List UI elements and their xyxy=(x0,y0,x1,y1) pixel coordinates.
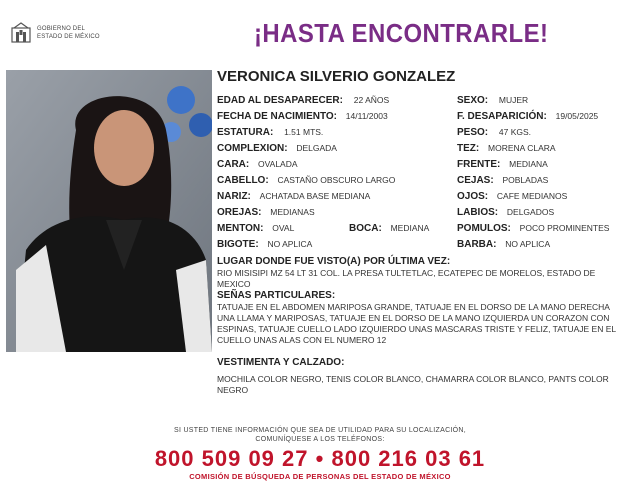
field-edad-label: EDAD AL DESAPARECER: xyxy=(217,95,343,106)
field-barba-value: NO APLICA xyxy=(505,239,551,249)
field-complexion xyxy=(217,143,337,154)
field-cara-value: OVALADA xyxy=(258,159,298,169)
field-cara xyxy=(217,159,298,170)
field-ojos xyxy=(457,191,567,202)
field-frente-label: FRENTE: xyxy=(457,159,501,170)
field-orejas-value: MEDIANAS xyxy=(270,207,315,217)
field-menton-value: OVAL xyxy=(272,223,295,233)
phone-numbers xyxy=(0,446,640,472)
field-labios xyxy=(457,207,554,218)
marks-text: TATUAJE EN EL ABDOMEN MARIPOSA GRANDE, TATUAJE EN EL DORSO DE LA MANO DERECHA UNA LLAMA Y MARIPOSAS, TATUAJE EN EL DORSO DE LA MANO IZQUIERDA UN CORAZON CON ESPINAS, TATUAJE CUELLO LADO IZQUIERDO UNAS MASCARAS TRISTE Y FELIZ, TATUAJE EN EL CUELLO UNAS ALAS CON EL NUMERO 12 xyxy=(217,302,616,345)
field-frente-value: MEDIANA xyxy=(509,159,548,169)
phone-separator: • xyxy=(315,446,325,471)
marks-label: SEÑAS PARTICULARES: xyxy=(217,290,336,301)
field-bigote xyxy=(217,239,312,250)
logo-text-line1: GOBIERNO DEL xyxy=(37,26,86,32)
field-desaparicion xyxy=(457,111,598,122)
field-peso xyxy=(457,127,531,138)
field-peso-label: PESO: xyxy=(457,127,489,138)
field-labios-value: DELGADOS xyxy=(506,207,555,217)
missing-person-photo xyxy=(6,70,212,352)
field-pomulos-label: POMULOS: xyxy=(457,223,511,234)
field-tez-label: TEZ: xyxy=(457,143,480,154)
field-sexo xyxy=(457,95,528,106)
phone-number-2[interactable]: 800 216 03 61 xyxy=(331,446,486,471)
field-sexo-value: MUJER xyxy=(498,95,529,105)
last-seen-label: LUGAR DONDE FUE VISTO(A) POR ÚLTIMA VEZ: xyxy=(217,256,451,267)
contact-note-line1: SI USTED TIENE INFORMACIÓN QUE SEA DE UTILIDAD PARA SU LOCALIZACIÓN, xyxy=(173,427,467,434)
field-tez-value: MORENA CLARA xyxy=(488,143,556,153)
field-tez xyxy=(457,143,556,154)
field-estatura-value: 1.51 MTS. xyxy=(284,127,324,137)
field-desaparicion-value: 19/05/2025 xyxy=(555,111,599,121)
phone-number-1[interactable]: 800 509 09 27 xyxy=(154,446,309,471)
field-nacimiento-label: FECHA DE NACIMIENTO: xyxy=(217,111,337,122)
field-cejas-label: CEJAS: xyxy=(457,175,494,186)
field-estatura xyxy=(217,127,323,138)
field-orejas-label: OREJAS: xyxy=(217,207,262,218)
last-seen-text: RIO MISISIPI MZ 54 LT 31 COL. LA PRESA TULTETLAC, ECATEPEC DE MORELOS, ESTADO DE MEXICO xyxy=(217,268,596,289)
field-estatura-label: ESTATURA: xyxy=(217,127,274,138)
field-cabello xyxy=(217,175,395,186)
field-barba-label: BARBA: xyxy=(457,239,497,250)
government-logo xyxy=(10,22,120,46)
field-sexo-label: SEXO: xyxy=(457,95,489,106)
field-pomulos xyxy=(457,223,609,234)
commission-name: COMISIÓN DE BÚSQUEDA DE PERSONAS DEL ESTADO DE MÉXICO xyxy=(189,472,451,481)
clothing-label: VESTIMENTA Y CALZADO: xyxy=(217,357,345,368)
field-boca-value: MEDIANA xyxy=(390,223,430,233)
logo-text-line2: ESTADO DE MÉXICO xyxy=(37,34,100,40)
field-nacimiento xyxy=(217,111,388,122)
field-nariz-value: ACHATADA BASE MEDIANA xyxy=(259,191,371,201)
field-menton-label: MENTON: xyxy=(217,223,264,234)
person-name: VERONICA SILVERIO GONZALEZ xyxy=(217,68,456,85)
field-ojos-label: OJOS: xyxy=(457,191,489,202)
field-bigote-value: NO APLICA xyxy=(267,239,313,249)
field-ojos-value: CAFE MEDIANOS xyxy=(496,191,568,201)
field-edad-value: 22 AÑOS xyxy=(353,95,390,105)
field-barba xyxy=(457,239,550,250)
field-cara-label: CARA: xyxy=(217,159,250,170)
field-menton xyxy=(217,223,294,234)
field-complexion-value: DELGADA xyxy=(296,143,337,153)
field-desaparicion-label: F. DESAPARICIÓN: xyxy=(457,111,547,122)
field-cabello-label: CABELLO: xyxy=(217,175,269,186)
field-boca-label: BOCA: xyxy=(349,223,382,234)
field-pomulos-value: POCO PROMINENTES xyxy=(519,223,610,233)
clothing-text: MOCHILA COLOR NEGRO, TENIS COLOR BLANCO, CHAMARRA COLOR BLANCO, PANTS COLOR NEGRO xyxy=(217,374,609,395)
field-orejas xyxy=(217,207,315,218)
field-boca xyxy=(349,223,429,234)
headline: ¡HASTA ENCONTRARLE! xyxy=(254,18,549,48)
field-edad xyxy=(217,95,389,106)
field-nariz-label: NARIZ: xyxy=(217,191,251,202)
state-seal-icon xyxy=(10,22,32,44)
field-frente xyxy=(457,159,548,170)
field-peso-value: 47 KGS. xyxy=(498,127,532,137)
field-cejas-value: POBLADAS xyxy=(502,175,549,185)
field-complexion-label: COMPLEXION: xyxy=(217,143,288,154)
field-nacimiento-value: 14/11/2003 xyxy=(345,111,388,121)
contact-note-line2: COMUNÍQUESE A LOS TELÉFONOS: xyxy=(255,436,385,443)
field-bigote-label: BIGOTE: xyxy=(217,239,259,250)
field-cabello-value: CASTAÑO OBSCURO LARGO xyxy=(277,175,396,185)
field-cejas xyxy=(457,175,548,186)
field-labios-label: LABIOS: xyxy=(457,207,499,218)
person-portrait xyxy=(6,70,212,352)
field-nariz xyxy=(217,191,370,202)
